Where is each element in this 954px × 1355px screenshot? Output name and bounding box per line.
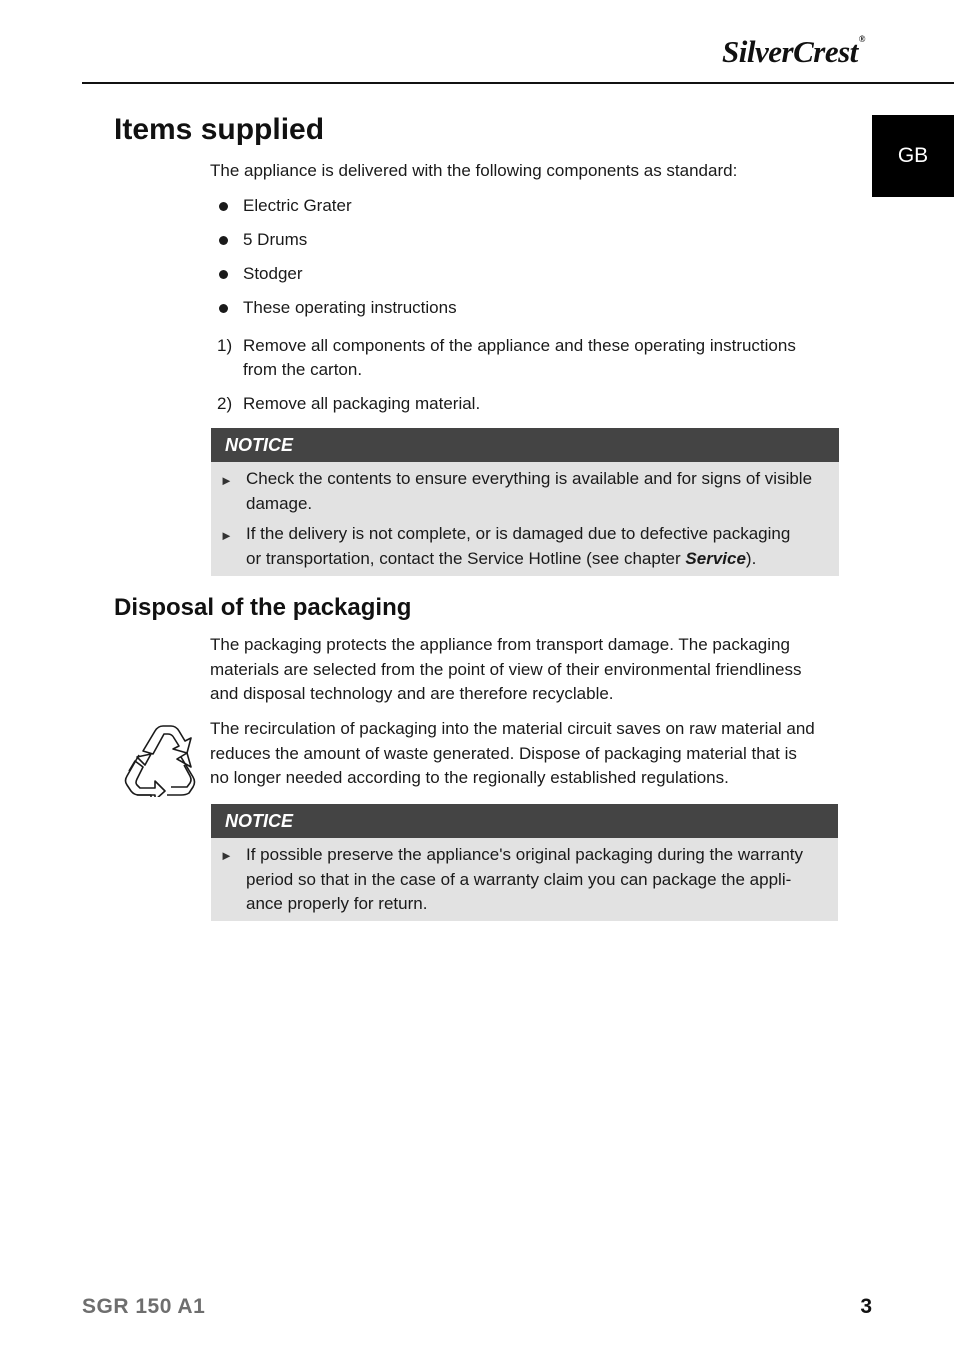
paragraph-line: reduces the amount of waste generated. Dispose of packaging material that is <box>210 743 797 763</box>
section-title-items-supplied: Items supplied <box>114 113 325 146</box>
step-number: 1) <box>217 336 233 355</box>
intro-text: The appliance is delivered with the following components as standard: <box>210 161 738 180</box>
paragraph-line: materials are selected from the point of view of their environmental friendliness <box>210 659 802 679</box>
step-text: Remove all packaging material. <box>243 394 481 413</box>
arrow-right-icon: ► <box>220 473 233 488</box>
notice-text <box>246 547 756 572</box>
notice-text-part: ). <box>745 549 757 568</box>
paragraph-line: no longer needed according to the regionally established regulations. <box>210 768 729 787</box>
arrow-right-icon: ► <box>220 528 233 543</box>
notice-body <box>211 462 839 576</box>
service-chapter-reference: Service <box>685 549 746 568</box>
notice-header: NOTICE <box>211 428 839 462</box>
step-text: Remove all components of the appliance and these operating instructions <box>243 336 796 355</box>
brand-logo <box>560 34 865 74</box>
model-number: SGR 150 A1 <box>82 1295 206 1318</box>
bullet-icon <box>219 270 228 279</box>
notice-body <box>211 838 838 921</box>
bullet-icon <box>219 202 228 211</box>
recycling-symbol-icon <box>121 721 203 797</box>
paragraph-line: The recirculation of packaging into the material circuit saves on raw material and <box>210 719 815 738</box>
section-title-disposal: Disposal of the packaging <box>114 594 412 621</box>
notice-box <box>211 804 838 921</box>
notice-text: Check the contents to ensure everything is available and for signs of visible <box>246 469 813 488</box>
list-item: Stodger <box>243 264 303 283</box>
list-item: Electric Grater <box>243 196 352 215</box>
list-item: 5 Drums <box>243 230 308 249</box>
notice-text <box>246 843 803 917</box>
paragraph-line: and disposal technology and are therefore recyclable. <box>210 684 614 703</box>
header-rule <box>82 82 954 84</box>
page-number: 3 <box>860 1295 872 1318</box>
brand-name: SilverCrest <box>722 34 858 69</box>
paragraph-line: The packaging protects the appliance from transport damage. The packaging <box>210 635 790 654</box>
step-number: 2) <box>217 394 233 413</box>
list-item: These operating instructions <box>243 298 457 317</box>
notice-line: ance properly for return. <box>246 894 428 913</box>
registered-mark: ® <box>858 34 865 44</box>
notice-line: period so that in the case of a warranty claim you can package the appli- <box>246 869 792 889</box>
arrow-right-icon: ► <box>220 848 233 863</box>
step-text: from the carton. <box>243 360 363 379</box>
notice-text-part: or transportation, contact the Service Hotline (see chapter <box>246 549 686 568</box>
bullet-icon <box>219 304 228 313</box>
disposal-paragraph <box>210 633 802 707</box>
recirculation-paragraph <box>210 717 815 791</box>
bullet-icon <box>219 236 228 245</box>
notice-line: If possible preserve the appliance's original packaging during the warranty <box>246 845 804 864</box>
notice-text: If the delivery is not complete, or is damaged due to defective packaging <box>246 524 791 543</box>
notice-text: damage. <box>246 494 313 513</box>
language-tab: GB <box>872 115 954 197</box>
notice-box <box>211 428 839 576</box>
notice-header: NOTICE <box>211 804 838 838</box>
